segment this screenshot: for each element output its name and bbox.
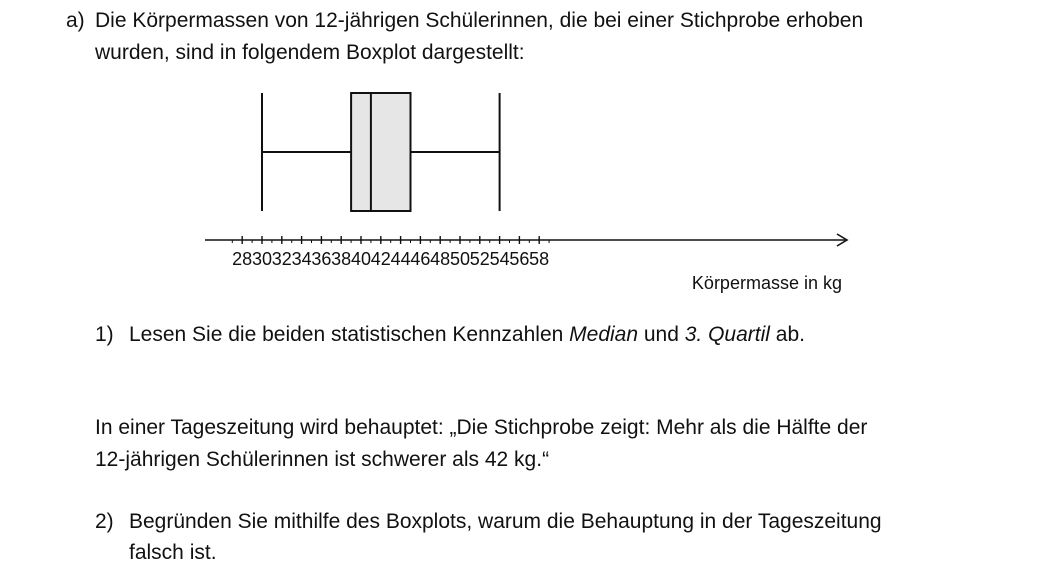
x-tick-label: 28 (232, 249, 253, 269)
question-1-post: ab. (769, 323, 805, 346)
interquartile-box (351, 93, 410, 211)
claim-text-line-2: 12-jährigen Schülerinnen ist schwerer als 42 kg.“ (95, 448, 550, 471)
task-label: a) (66, 9, 85, 32)
x-tick-label: 52 (469, 249, 490, 269)
term-third-quartile: 3. Quartil (684, 323, 770, 346)
question-1-number: 1) (95, 323, 114, 346)
x-tick-label: 44 (390, 249, 411, 269)
intro-text-line-1: Die Körpermassen von 12-jährigen Schülerinnen, die bei einer Stichprobe erhoben (95, 9, 864, 32)
term-median: Median (569, 323, 639, 346)
x-tick-label: 58 (529, 249, 550, 269)
question-1-text (129, 320, 805, 350)
x-tick-label: 48 (430, 249, 451, 269)
question-2-number: 2) (95, 510, 114, 533)
x-tick-label: 56 (509, 249, 530, 269)
x-tick-label: 54 (489, 249, 510, 269)
x-tick-label: 38 (331, 249, 352, 269)
x-tick-label: 50 (449, 249, 471, 269)
x-tick-label: 40 (350, 249, 372, 269)
question-1-mid: und (638, 323, 685, 346)
x-tick-label: 32 (271, 249, 292, 269)
intro-text-line-2: wurden, sind in folgendem Boxplot dargestellt: (95, 41, 525, 64)
question-2-line-2: falsch ist. (129, 541, 217, 564)
x-tick-label: 42 (370, 249, 391, 269)
question-2-line-1: Begründen Sie mithilfe des Boxplots, warum die Behauptung in der Tageszeitung (129, 510, 882, 533)
x-tick-label: 46 (410, 249, 431, 269)
x-tick-label: 30 (251, 249, 273, 269)
x-axis-title: Körpermasse in kg (691, 273, 842, 293)
claim-text-line-1: In einer Tageszeitung wird behauptet: „Die Stichprobe zeigt: Mehr als die Hälfte der (95, 416, 868, 439)
x-tick-label: 34 (291, 249, 312, 269)
x-tick-label: 36 (311, 249, 332, 269)
question-1-pre: Lesen Sie die beiden statistischen Kennzahlen (129, 323, 570, 346)
